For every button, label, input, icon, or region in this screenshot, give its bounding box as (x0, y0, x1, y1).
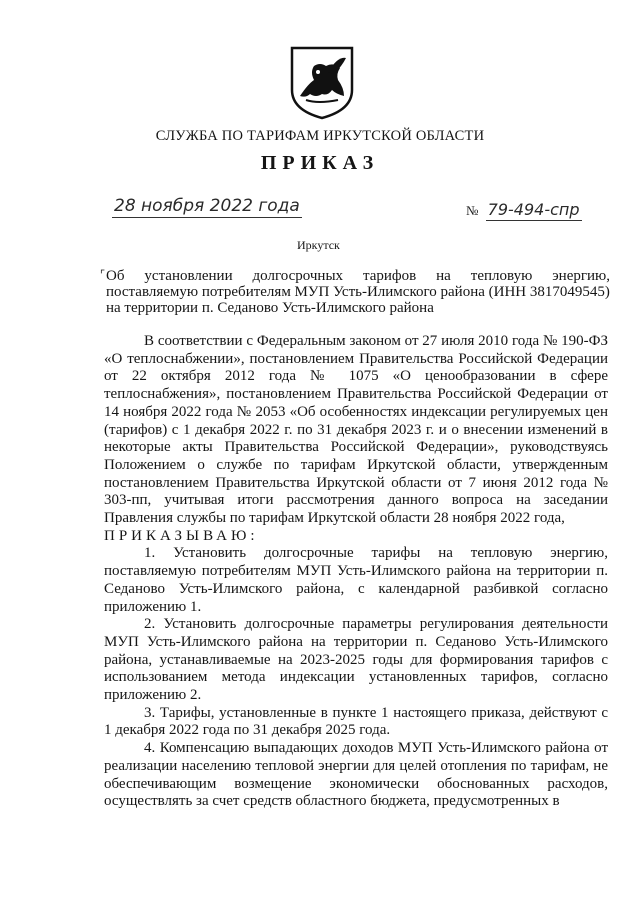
clause-1: 1. Установить долгосрочные тарифы на тепловую энергию, поставляемую потребителям МУП Усть-Илимского района на территории п. Седаново Усть-Илимского района, с календарной разбивкой согласно приложению 1. (104, 545, 608, 615)
clause-4: 4. Компенсацию выпадающих доходов МУП Усть-Илимского района от реализации населению тепловой энергии для целей отопления по тарифам, не обеспечивающим возмещение экономически обоснованных расходов, осуществлять за счет средств областного бюджета, предусмотренных в (104, 740, 608, 810)
subject-corner-mark: ⌜ (100, 269, 106, 281)
coat-of-arms-icon (288, 44, 356, 120)
agency-name: СЛУЖБА ПО ТАРИФАМ ИРКУТСКОЙ ОБЛАСТИ (155, 128, 485, 144)
preamble-paragraph: В соответствии с Федеральным законом от 27 июля 2010 года № 190-ФЗ «О теплоснабжении», постановлением Правительства Российской Федерации от 22 октября 2012 года № 1075 «О ценообразовании в сфере теплоснабжения», постановлением Правительства Российской Федерации от 14 ноября 2022 года № 2053 «Об особенностях индексации регулируемых цен (тарифов) с 1 декабря 2022 г. по 31 декабря 2023 г. и о внесении изменений в некоторые акты Правительства Российской Федерации», руководствуясь Положением о службе по тарифам Иркутской области, утвержденным постановлением Правительства Иркутской области от 7 июня 2012 года № 303-пп, учитывая итоги рассмотрения данного вопроса на заседании Правления службы по тарифам Иркутской области 28 ноября 2022 года, (104, 333, 608, 527)
subject-line-3: на территории п. Седаново Усть-Илимского района (106, 300, 434, 316)
order-number: 79-494-спр (487, 200, 580, 219)
city-name: Иркутск (297, 238, 340, 252)
order-subject (106, 268, 610, 316)
order-body (104, 333, 608, 811)
subject-line-1: Об установлении долгосрочных тарифов на тепловую энергию, (106, 268, 610, 284)
document-title: ПРИКАЗ (260, 152, 380, 174)
number-sign: № (466, 203, 479, 218)
order-date: 28 ноября 2022 года (114, 196, 300, 216)
clause-2: 2. Установить долгосрочные параметры регулирования деятельности МУП Усть-Илимского района на территории п. Седаново Усть-Илимского района, устанавливаемые на 2023-2025 годы для формирования тарифов с использованием метода индексации установленных тарифов, согласно приложению 2. (104, 616, 608, 704)
clause-3: 3. Тарифы, установленные в пункте 1 настоящего приказа, действуют с 1 декабря 2022 года по 31 декабря 2025 года. (104, 704, 608, 739)
directive-heading: ПРИКАЗЫВАЮ: (104, 527, 259, 544)
subject-line-2: поставляемую потребителям МУП Усть-Илимского района (ИНН 3817049545) (106, 284, 610, 300)
order-number-block (466, 200, 582, 219)
